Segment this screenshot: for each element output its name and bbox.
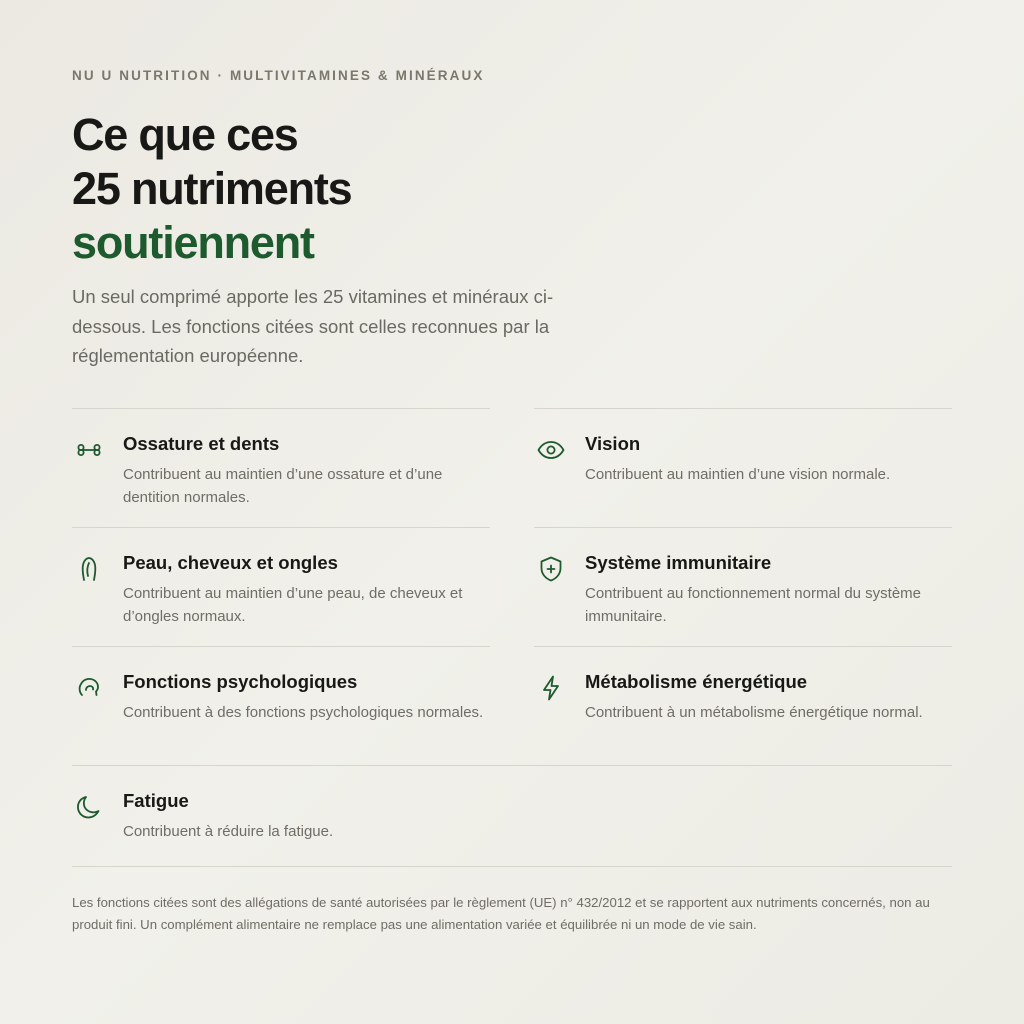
bone-icon <box>74 435 104 465</box>
benefit-item <box>72 765 952 867</box>
hair-icon <box>74 554 104 584</box>
benefit-item <box>534 408 952 527</box>
shield-plus-icon <box>536 554 566 584</box>
head-icon <box>74 673 104 703</box>
benefit-description: Contribuent à réduire la fatigue. <box>123 823 334 840</box>
headline <box>72 108 351 270</box>
benefit-item <box>534 527 952 646</box>
headline-accent: soutiennent <box>72 217 314 268</box>
benefits-column-right <box>534 408 952 765</box>
benefit-item <box>534 646 952 765</box>
benefit-description: Contribuent à un métabolisme énergétique normal. <box>585 704 923 721</box>
benefit-title: Fonctions psychologiques <box>123 671 358 692</box>
benefit-description: Contribuent au fonctionnement normal du système immunitaire. <box>585 585 922 625</box>
benefit-description: Contribuent au maintien d’une vision normale. <box>585 466 891 483</box>
benefit-item <box>72 408 490 527</box>
benefit-title: Ossature et dents <box>123 433 280 454</box>
benefit-title: Système immunitaire <box>585 552 772 573</box>
headline-line-2: 25 nutriments <box>72 163 352 214</box>
benefit-description: Contribuent à des fonctions psychologiques normales. <box>123 704 484 721</box>
moon-icon <box>74 792 104 822</box>
benefits-row-bottom <box>72 765 952 867</box>
benefit-title: Vision <box>585 433 641 454</box>
benefit-title: Peau, cheveux et ongles <box>123 552 338 573</box>
benefit-title: Métabolisme énergétique <box>585 671 808 692</box>
headline-line-1: Ce que ces <box>72 109 298 160</box>
eyebrow: NU U NUTRITION · MULTIVITAMINES & MINÉRAUX <box>72 68 485 83</box>
benefit-title: Fatigue <box>123 790 189 811</box>
lightning-icon <box>536 673 566 703</box>
benefit-item <box>72 646 490 765</box>
benefit-description: Contribuent au maintien d’une ossature et d’une dentition normales. <box>123 466 443 506</box>
eye-icon <box>536 435 566 465</box>
benefit-item <box>72 527 490 646</box>
benefits-column-left <box>72 408 490 765</box>
page <box>72 0 952 1024</box>
legal-footnote: Les fonctions citées sont des allégations de santé autorisées par le règlement (UE) n° 432/2012 et se rapportent aux nutriments concernés, non au produit fini. Un complément alimentaire ne remplace pas une alimentation variée et équilibrée ni un mode de vie sain. <box>72 895 930 932</box>
benefit-description: Contribuent au maintien d’une peau, de cheveux et d’ongles normaux. <box>123 585 463 625</box>
lead-paragraph: Un seul comprimé apporte les 25 vitamines et minéraux ci-dessous. Les fonctions citées sont celles reconnues par la réglementation européenne. <box>72 286 554 366</box>
